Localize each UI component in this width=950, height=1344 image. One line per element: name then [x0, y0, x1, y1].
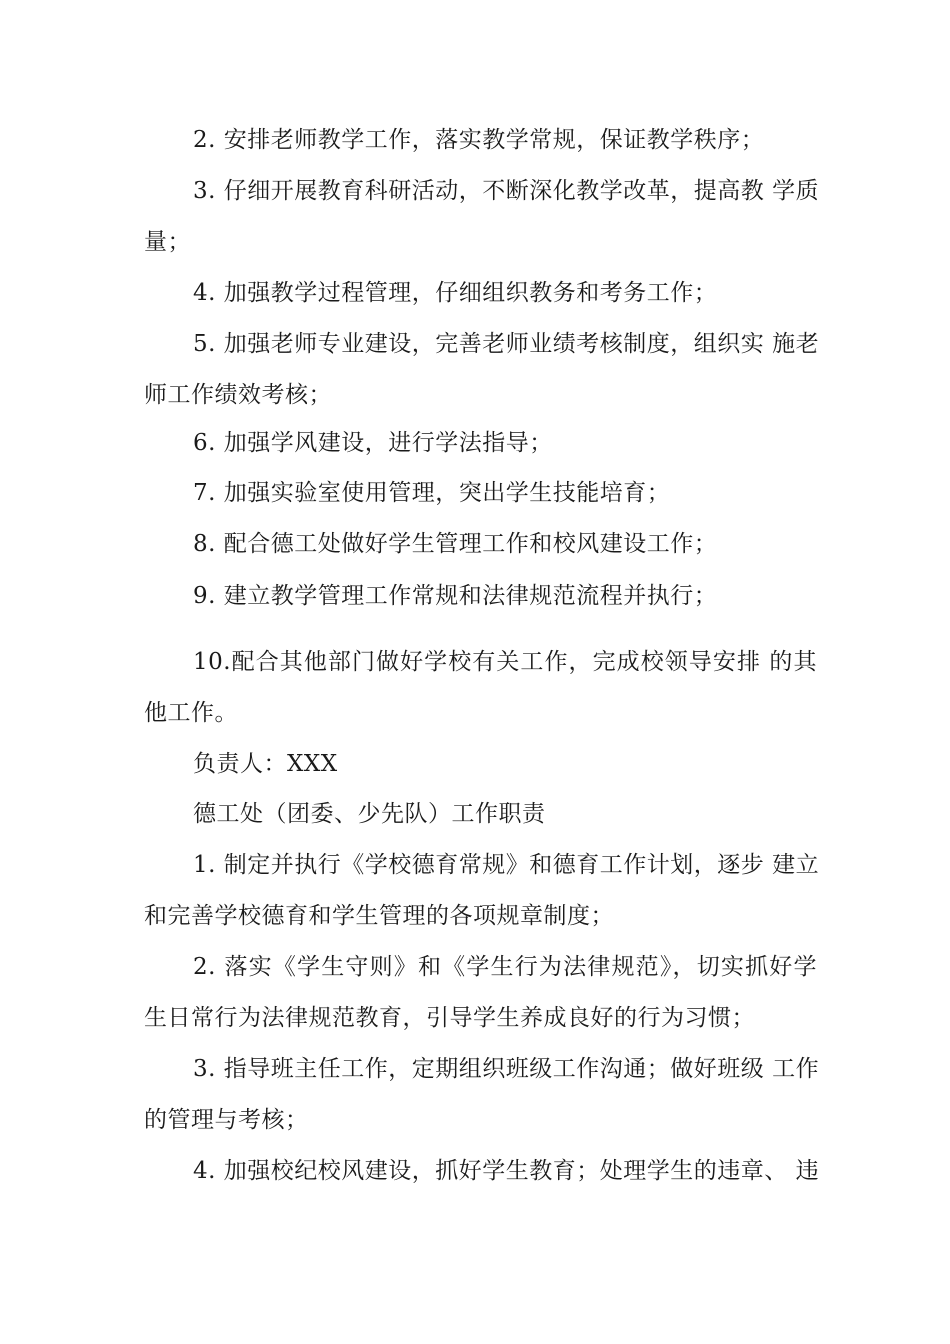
item-a-2-line-1: 2. 安排老师教学工作，落实教学常规，保证教学秩序；: [193, 127, 765, 153]
item-a-3-line-2: 量；: [144, 229, 191, 255]
item-a-5-line-1: 5. 加强老师专业建设，完善老师业绩考核制度，组织实 施老: [193, 331, 820, 357]
item-a-10-line-1: 10.配合其他部门做好学校有关工作，完成校领导安排 的其: [193, 649, 817, 675]
item-a-10-line-2: 他工作。: [144, 700, 238, 726]
item-b-3-line-1: 3. 指导班主任工作，定期组织班级工作沟通；做好班级 工作: [193, 1056, 820, 1082]
item-a-9-line-1: 9. 建立教学管理工作常规和法律规范流程并执行；: [193, 583, 718, 609]
item-b-3-line-2: 的管理与考核；: [144, 1107, 309, 1133]
item-b-2-line-2: 生日常行为法律规范教育，引导学生养成良好的行为习惯；: [144, 1005, 755, 1031]
item-b-1-line-1: 1. 制定并执行《学校德育常规》和德育工作计划，逐步 建立: [193, 852, 820, 878]
item-a-5-line-2: 师工作绩效考核；: [144, 382, 332, 408]
item-a-8-line-1: 8. 配合德工处做好学生管理工作和校风建设工作；: [193, 531, 718, 557]
item-b-1-line-2: 和完善学校德育和学生管理的各项规章制度；: [144, 903, 614, 929]
item-a-4-line-1: 4. 加强教学过程管理，仔细组织教务和考务工作；: [193, 280, 718, 306]
section-title: 德工处（团委、少先队）工作职责: [193, 801, 546, 827]
item-b-2-line-1: 2. 落实《学生守则》和《学生行为法律规范》，切实抓好学: [193, 954, 817, 980]
item-a-6-line-1: 6. 加强学风建设，进行学法指导；: [193, 430, 553, 456]
item-a-3-line-1: 3. 仔细开展教育科研活动，不断深化教学改革，提高教 学质: [193, 178, 820, 204]
responsible-person: 负责人：XXX: [193, 751, 338, 777]
item-b-4-line-1: 4. 加强校纪校风建设，抓好学生教育；处理学生的违章、 违: [193, 1158, 820, 1184]
item-a-7-line-1: 7. 加强实验室使用管理，突出学生技能培育；: [193, 480, 671, 506]
